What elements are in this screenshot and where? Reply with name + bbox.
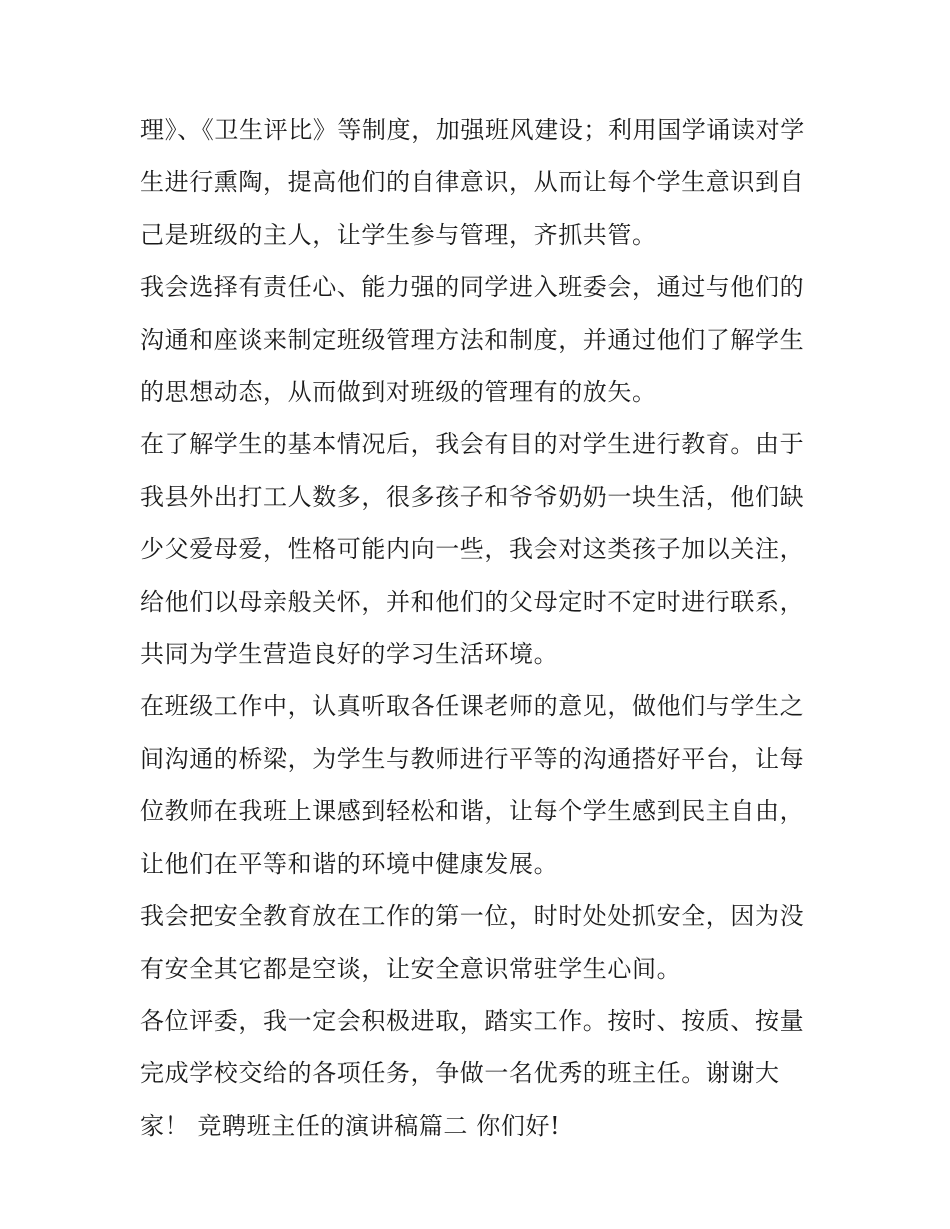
paragraph-3: 在了解学生的基本情况后，我会有目的对学生进行教育。由于我县外出打工人数多，很多孩子和爷爷奶奶一块生活，他们缺少父爱母爱，性格可能内向一些，我会对这类孩子加以关注，给他们以母亲般关怀，并和他们的父母定时不定时进行联系，共同为学生营造良好的学习生活环境。: [140, 430, 805, 669]
document-body: [140, 104, 820, 1152]
paragraph-2: 我会选择有责任心、能力强的同学进入班委会，通过与他们的沟通和座谈来制定班级管理方法和制度，并通过他们了解学生的思想动态，从而做到对班级的管理有的放矢。: [140, 273, 805, 407]
paragraph-4: 在班级工作中，认真听取各任课老师的意见，做他们与学生之间沟通的桥梁，为学生与教师进行平等的沟通搭好平台，让每位教师在我班上课感到轻松和谐，让每个学生感到民主自由，让他们在平等和谐的环境中健康发展。: [140, 692, 805, 878]
paragraph-1: 理》、《卫生评比》等制度，加强班风建设；利用国学诵读对学生进行熏陶，提高他们的自律意识，从而让每个学生意识到自己是班级的主人，让学生参与管理，齐抓共管。: [140, 116, 805, 249]
paragraph-5: 我会把安全教育放在工作的第一位，时时处处抓安全，因为没有安全其它都是空谈，让安全意识常驻学生心间。: [140, 902, 805, 983]
paragraph-6: 各位评委，我一定会积极进取，踏实工作。按时、按质、按量完成学校交给的各项任务，争做一名优秀的班主任。谢谢大家！ 竞聘班主任的演讲稿篇二 你们好!: [140, 1006, 805, 1140]
